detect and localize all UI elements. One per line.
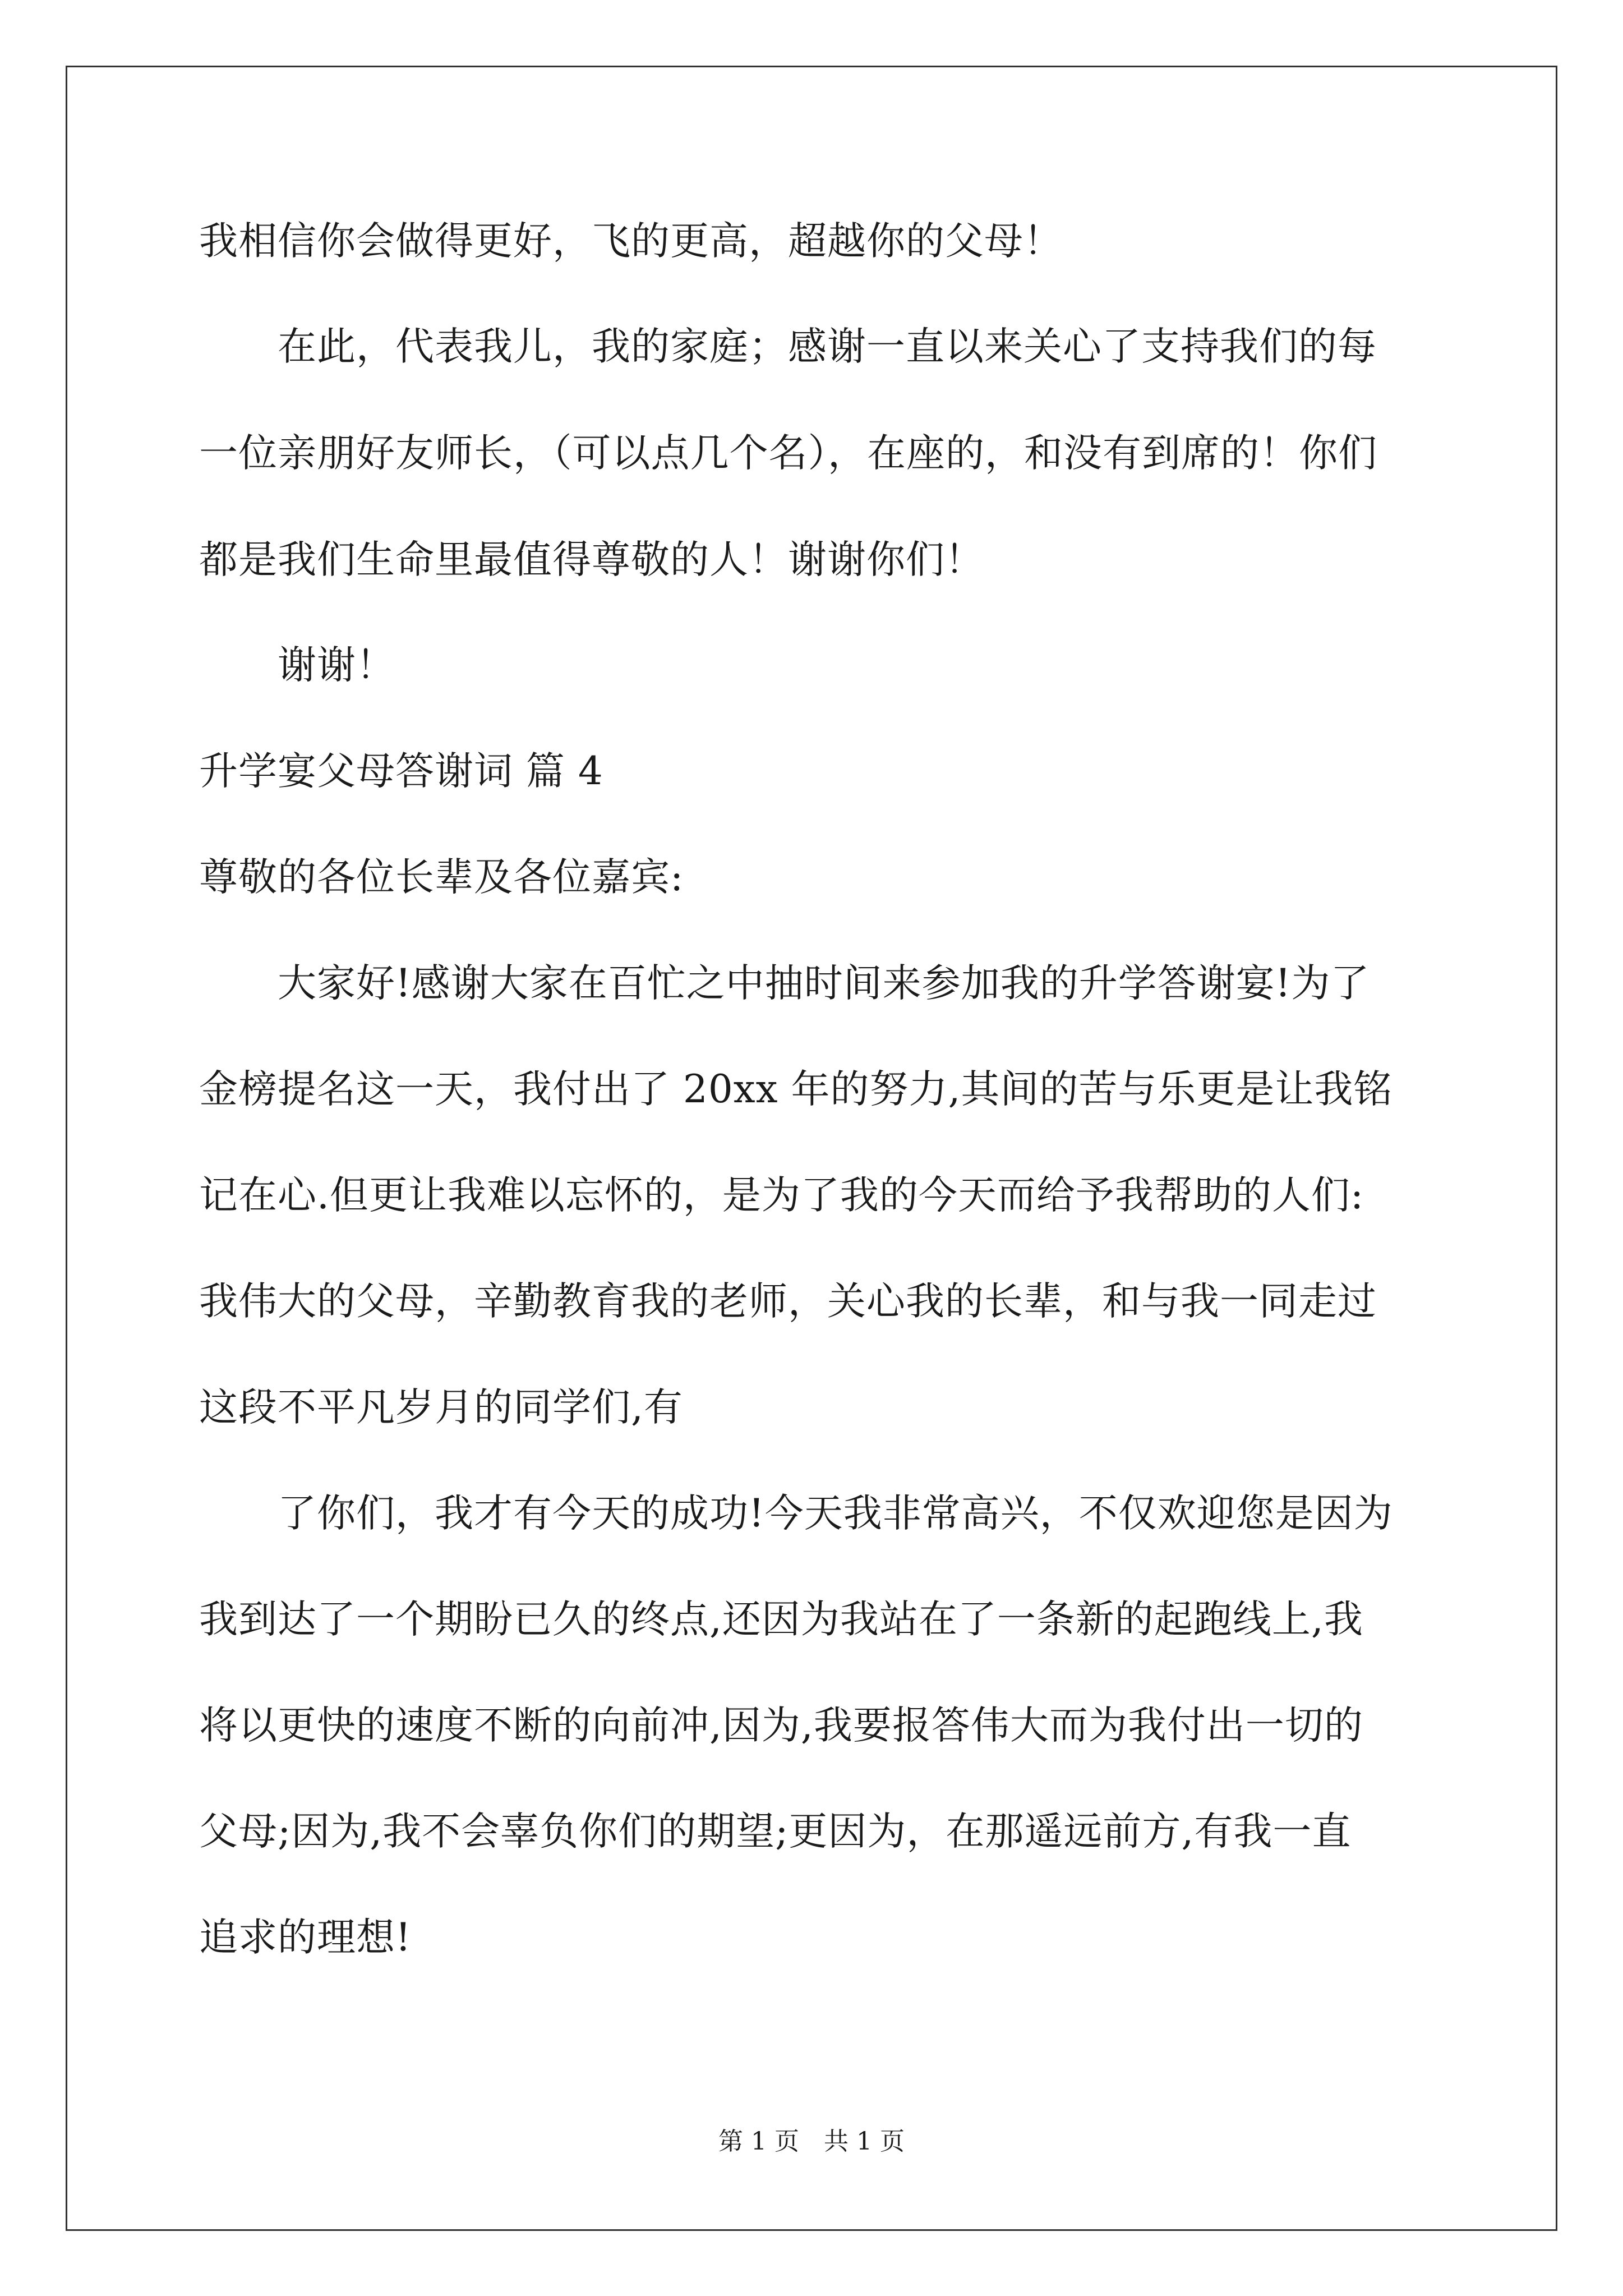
text-line: 了你们，我才有今天的成功!今天我非常高兴，不仅欢迎您是因为 [199,1491,1393,1536]
page-border [66,66,1557,2231]
text-line: 我到达了一个期盼已久的终点,还因为我站在了一条新的起跑线上,我 [199,1597,1363,1642]
text-line: 谢谢！ [199,643,395,688]
text-line: 大家好!感谢大家在百忙之中抽时间来参加我的升学答谢宴!为了 [199,961,1370,1006]
text-line: 记在心.但更让我难以忘怀的，是为了我的今天而给予我帮助的人们: [199,1173,1364,1218]
page-number-footer: 第 1 页 共 1 页 [718,2127,905,2156]
section-heading: 升学宴父母答谢词 篇 4 [199,749,603,794]
text-line: 金榜提名这一天，我付出了 20xx 年的努力,其间的苦与乐更是让我铭 [199,1067,1393,1112]
text-line: 一位亲朋好友师长，（可以点几个名），在座的，和没有到席的！你们 [199,431,1377,476]
salutation: 尊敬的各位长辈及各位嘉宾: [199,855,684,900]
text-line: 我相信你会做得更好，飞的更高，超越你的父母！ [199,219,1063,264]
text-line: 追求的理想! [199,1915,412,1960]
text-line: 这段不平凡岁月的同学们,有 [199,1385,683,1430]
text-line: 都是我们生命里最值得尊敬的人！谢谢你们！ [199,537,984,582]
text-line: 在此，代表我儿，我的家庭；感谢一直以来关心了支持我们的每 [199,324,1377,369]
text-line: 我伟大的父母，辛勤教育我的老师，关心我的长辈，和与我一同走过 [199,1279,1377,1324]
text-line: 将以更快的速度不断的向前冲,因为,我要报答伟大而为我付出一切的 [199,1703,1363,1748]
text-line: 父母;因为,我不会辜负你们的期望;更因为，在那遥远前方,有我一直 [199,1809,1352,1854]
